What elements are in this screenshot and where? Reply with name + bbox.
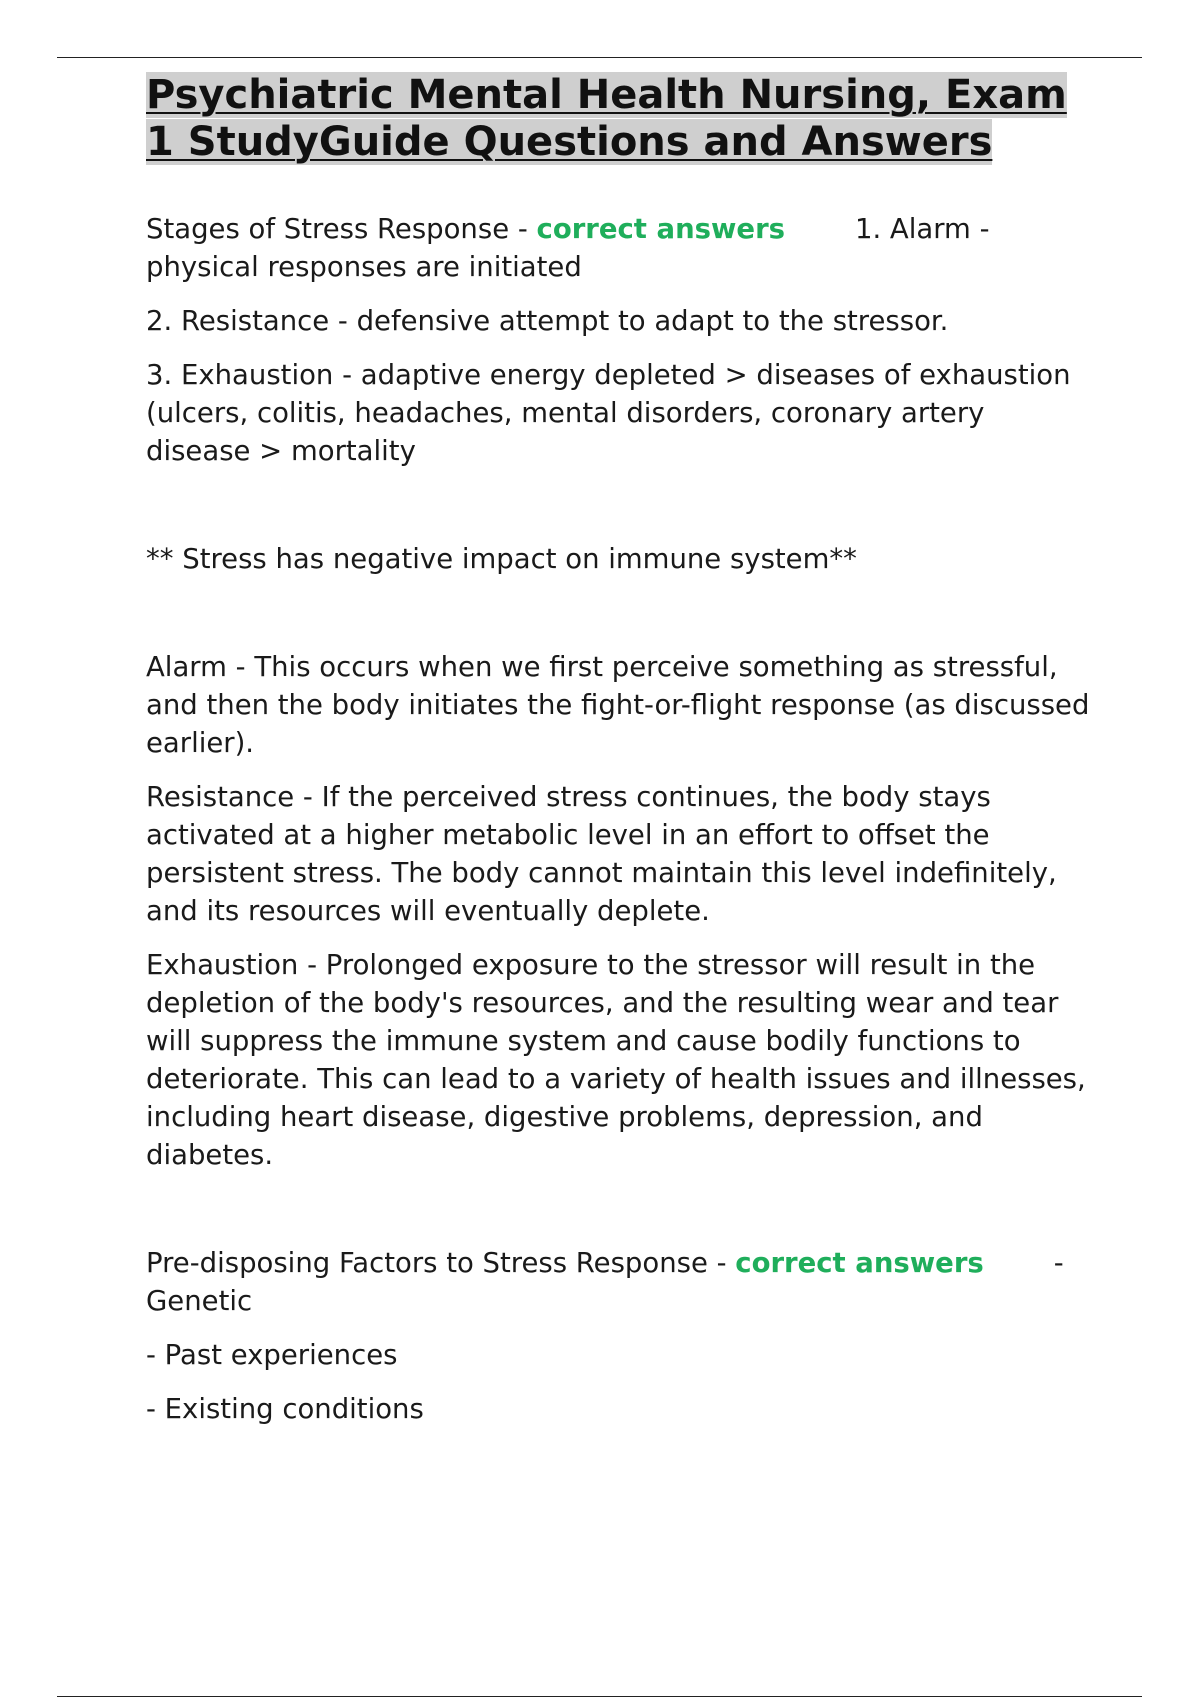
q1-detail-alarm: Alarm - This occurs when we first perceive something as stressful, and then the body initiates the fight-or-flight response (as discussed earlier).: [146, 651, 1099, 759]
q2-line-existing-conditions: - Existing conditions: [146, 1393, 424, 1425]
q2-answer-start: - Genetic: [146, 1247, 1073, 1317]
q1-line-resistance: 2. Resistance - defensive attempt to adapt to the stressor.: [146, 305, 949, 337]
top-rule: [57, 57, 1142, 58]
q2-question-text: Pre-disposing Factors to Stress Response -: [146, 1247, 736, 1279]
q1-question: [146, 210, 1094, 286]
q2-line-past-experiences: - Past experiences: [146, 1339, 398, 1371]
q1-detail-resistance: Resistance - If the perceived stress continues, the body stays activated at a higher metabolic level in an effort to offset the persistent stress. The body cannot maintain this level indefinitely, and its resources will eventually deplete.: [146, 781, 1066, 927]
q1-answer-start: 1. Alarm - physical responses are initiated: [146, 213, 999, 283]
q1-detail-exhaustion: Exhaustion - Prolonged exposure to the stressor will result in the depletion of the body's resources, and the resulting wear and tear will suppress the immune system and cause bodily functions to deteriorate. This can lead to a variety of health issues and illnesses, including heart disease, digestive problems, depression, and diabetes.: [146, 949, 1095, 1171]
q2-answer-label: correct answers: [735, 1247, 984, 1279]
document-title: Psychiatric Mental Health Nursing, Exam 1 StudyGuide Questions and Answers: [146, 72, 1067, 165]
document-body: [146, 72, 1099, 1428]
q2-question: [146, 1244, 1094, 1320]
bottom-rule: [57, 1696, 1142, 1697]
q1-answer-label: correct answers: [536, 213, 786, 245]
q1-question-text: Stages of Stress Response -: [146, 213, 537, 245]
q1-note: ** Stress has negative impact on immune system**: [146, 543, 857, 575]
q1-line-exhaustion: 3. Exhaustion - adaptive energy depleted > diseases of exhaustion (ulcers, colitis, headaches, mental disorders, coronary artery disease > mortality: [146, 359, 1080, 467]
